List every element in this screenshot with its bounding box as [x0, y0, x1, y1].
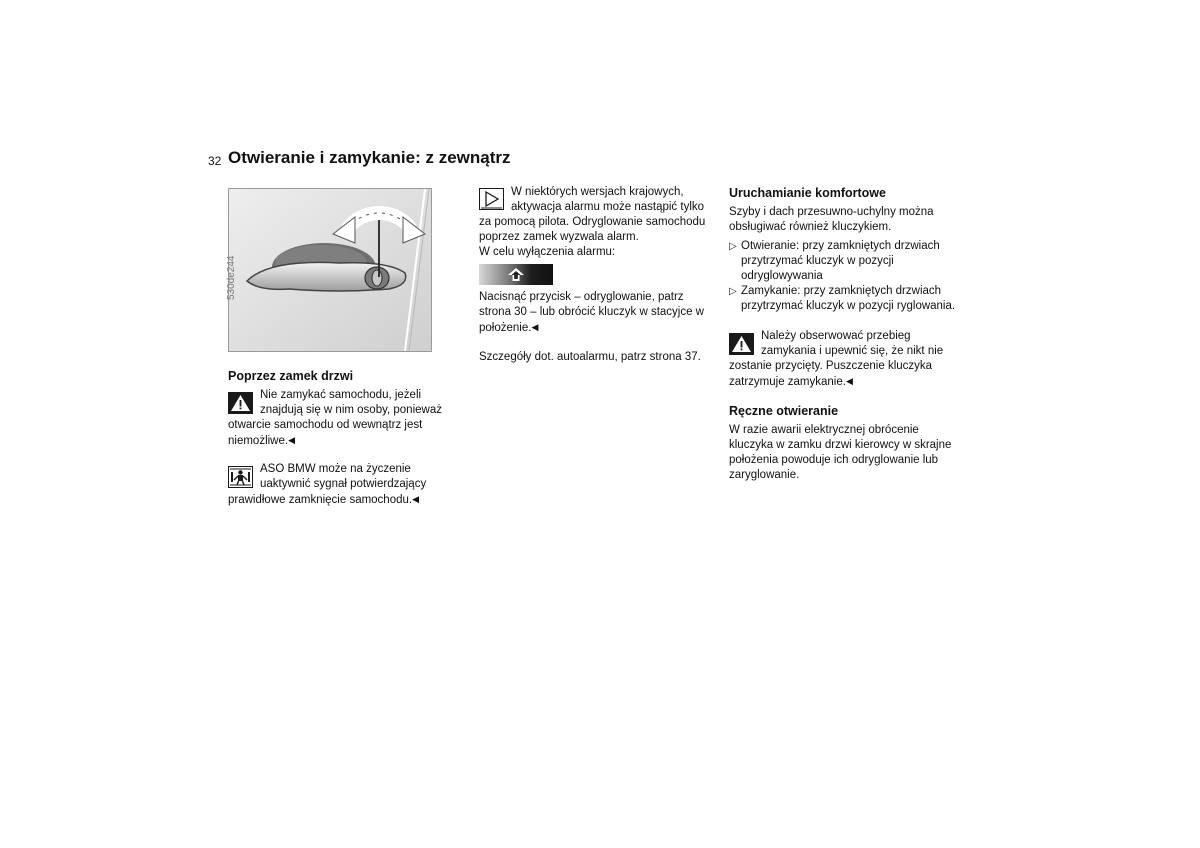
page-title: Otwieranie i zamykanie: z zewnątrz: [228, 148, 511, 167]
service-text-line: uaktywnić sygnał potwierdzający: [260, 478, 427, 490]
remote-unlock-button-graphic: [479, 264, 553, 285]
intro-text-line: Szyby i dach przesuwno-uchylny można: [729, 206, 934, 218]
door-handle-illustration: [228, 188, 432, 352]
warning-text-line: Nie zamykać samochodu, jeżeli: [260, 389, 422, 401]
manual-text-line: kluczyka w zamku drzwi kierowcy w skrajne: [729, 439, 952, 451]
end-mark-icon: ◀: [845, 376, 853, 386]
warning-text-line: zamykania i upewnić się, że nikt nie: [761, 345, 944, 357]
warning-icon: [228, 392, 253, 414]
alarm-details-text: Szczegóły dot. autoalarmu, patrz strona 37.: [479, 351, 701, 363]
service-text-line: prawidłowe zamknięcie samochodu.◀: [228, 494, 420, 506]
warning-icon: [729, 333, 754, 355]
note-text-line: W niektórych wersjach krajowych,: [511, 186, 684, 198]
section-heading-manual-opening: Ręczne otwieranie: [729, 404, 839, 418]
warning-text-line: Należy obserwować przebieg: [761, 330, 911, 342]
intro-text-line: obsługiwać również kluczykiem.: [729, 221, 892, 233]
list-item-opening-line: odryglowywania: [741, 270, 823, 282]
section-heading-door-lock: Poprzez zamek drzwi: [228, 369, 354, 383]
list-item-opening-line: przytrzymać kluczyk w pozycji: [741, 255, 894, 267]
service-technician-icon: [228, 466, 253, 488]
press-text-line: strona 30 – lub obrócić kluczyk w stacyjce w: [479, 306, 704, 318]
bullet-triangle-icon: ▷: [729, 241, 737, 252]
note-text-line: aktywacja alarmu może nastąpić tylko: [511, 201, 705, 213]
note-triangle-icon: [479, 188, 504, 210]
end-mark-icon: ◀: [531, 322, 539, 332]
list-item-closing-line: przytrzymać kluczyk w pozycji ryglowania.: [741, 300, 956, 312]
note-text-line: za pomocą pilota. Odryglowanie samochodu: [479, 216, 706, 228]
section-heading-comfort: Uruchamianie komfortowe: [729, 186, 886, 200]
unlock-arrow-icon: [507, 267, 525, 282]
note-text-line: poprzez zamek wyzwala alarm.: [479, 231, 639, 243]
manual-text-line: położenia powoduje ich odryglowanie lub: [729, 454, 939, 466]
press-text-line: położenie.◀: [479, 322, 539, 334]
bullet-triangle-icon: ▷: [729, 286, 737, 297]
warning-text-line: niemożliwe.◀: [228, 435, 295, 447]
list-item-opening: ▷ Otwieranie: przy zamkniętych drzwiach: [729, 240, 940, 252]
press-text-line: Nacisnąć przycisk – odryglowanie, patrz: [479, 291, 684, 303]
list-item-closing: ▷ Zamykanie: przy zamkniętych drzwiach: [729, 285, 942, 297]
warning-text-line: otwarcie samochodu od wewnątrz jest: [228, 419, 423, 431]
warning-text-line: zatrzymuje zamykanie.◀: [729, 376, 853, 388]
manual-text-line: zaryglowanie.: [729, 469, 800, 481]
end-mark-icon: ◀: [288, 435, 295, 445]
manual-text-line: W razie awarii elektrycznej obrócenie: [729, 424, 919, 436]
note-text-line: W celu wyłączenia alarmu:: [479, 246, 616, 258]
warning-text-line: zostanie przycięty. Puszczenie kluczyka: [729, 360, 933, 372]
end-mark-icon: ◀: [412, 494, 420, 504]
service-text-line: ASO BMW może na życzenie: [260, 463, 411, 475]
warning-text-line: znajdują się w nim osoby, ponieważ: [260, 404, 442, 416]
figure-code: 530de244: [226, 255, 237, 300]
page-number: 32: [208, 154, 222, 168]
